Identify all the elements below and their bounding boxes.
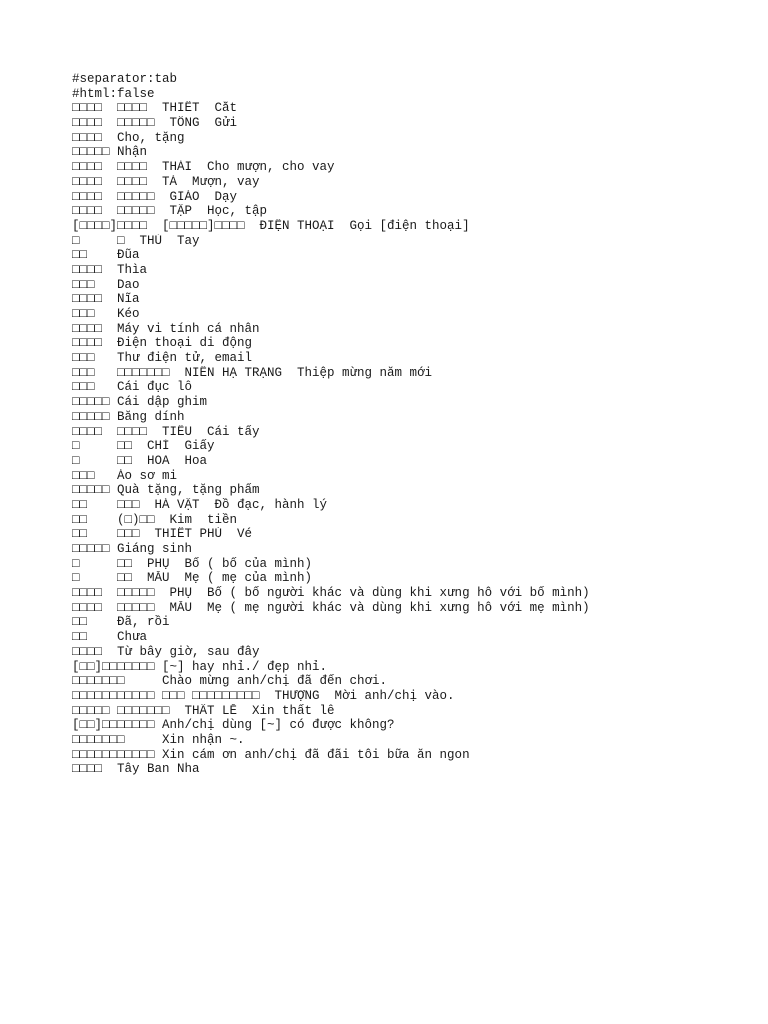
text-line: □□□□□ Băng dính [72, 409, 185, 424]
text-line: □□□ Dao [72, 277, 140, 292]
text-line: □□□□ Thìa [72, 262, 148, 277]
document-text [72, 72, 712, 777]
text-line: □□□□□□□□□□□ □□□ □□□□□□□□□ THƯỢNG Mời anh/chị vào. [72, 688, 455, 703]
text-line: □□ □□□ HÀ VẬT Đồ đạc, hành lý [72, 497, 328, 512]
text-line: □□□□ □□□□□ TỔNG Gửi [72, 116, 238, 131]
text-line: □□□□□ Cái dập ghim [72, 395, 208, 410]
text-line: □□□□ Máy vi tính cá nhân [72, 321, 260, 336]
text-line: □□□□ □□□□ TIÊU Cái tẩy [72, 424, 260, 439]
text-line: □□□□ □□□□ THIẾT Cắt [72, 101, 238, 116]
text-line: □□□□□□□□□□□ Xin cám ơn anh/chị đã đãi tôi bữa ăn ngon [72, 747, 470, 762]
document-page [72, 72, 712, 777]
text-line: □□□□ Cho, tặng [72, 130, 185, 145]
text-line: □ □□ MẪU Mẹ ( mẹ của mình) [72, 571, 313, 586]
text-line: [□□]□□□□□□□ [~] hay nhỉ./ đẹp nhỉ. [72, 659, 328, 674]
text-line: □□□□□ Nhận [72, 145, 148, 160]
text-line: □□□□ Từ bây giờ, sau đây [72, 644, 260, 659]
text-line: □□□ □□□□□□□ NIÊN HẠ TRẠNG Thiệp mừng năm mới [72, 365, 433, 380]
text-line: □□□□□ Giáng sinh [72, 542, 193, 556]
text-line: □□□□ Tây Ban Nha [72, 762, 200, 777]
text-line: □□□□ Điện thoại di động [72, 336, 253, 351]
text-line: □□□ Cái đục lỗ [72, 380, 193, 395]
text-line: □ □□ HOA Hoa [72, 453, 208, 468]
text-line: □□ Đã, rồi [72, 615, 170, 630]
text-line: □□□□ □□□□ THẢI Cho mượn, cho vay [72, 160, 335, 175]
text-line: □□□ Áo sơ mi [72, 468, 178, 483]
text-line: □□□□ □□□□□ PHỤ Bố ( bố người khác và dùng khi xưng hô với bố mình) [72, 586, 590, 601]
text-line: □□ □□□ THIẾT PHÙ Vé [72, 527, 253, 542]
text-line: □□□□ □□□□□ GIÁO Dạy [72, 189, 238, 204]
text-line: □ □□ CHỈ Giấy [72, 439, 215, 454]
text-line: □□ Chưa [72, 630, 148, 645]
text-line: □□□□ Nĩa [72, 292, 140, 307]
text-line: #separator:tab [72, 72, 178, 86]
text-line: □□□□□ Quà tặng, tặng phẩm [72, 483, 260, 498]
text-line: [□□]□□□□□□□ Anh/chị dùng [~] có được không? [72, 718, 395, 733]
text-line: □□ Đũa [72, 248, 140, 263]
text-line: □□□□□□□ Chào mừng anh/chị đã đến chơi. [72, 674, 388, 689]
text-line: □□□□ □□□□□ TẬP Học, tập [72, 204, 268, 219]
text-line: #html:false [72, 86, 155, 101]
text-line: [□□□□]□□□□ [□□□□□]□□□□ ĐIỆN THOẠI Gọi [điện thoại] [72, 218, 470, 233]
text-line: □□□□□ □□□□□□□ THẤT LỄ Xin thất lễ [72, 703, 335, 718]
text-line: □□□ Thư điện tử, email [72, 351, 253, 366]
text-line: □□□□ □□□□ TÁ Mượn, vay [72, 174, 260, 189]
text-line: □□ (□)□□ Kim tiền [72, 512, 238, 527]
text-line: □ □□ PHỤ Bố ( bố của mình) [72, 556, 313, 571]
text-line: □□□□ □□□□□ MẪU Mẹ ( mẹ người khác và dùng khi xưng hô với mẹ mình) [72, 600, 590, 615]
text-line: □ □ THỦ Tay [72, 233, 200, 248]
text-line: □□□□□□□ Xin nhận ~. [72, 732, 245, 747]
text-line: □□□ Kéo [72, 307, 140, 321]
